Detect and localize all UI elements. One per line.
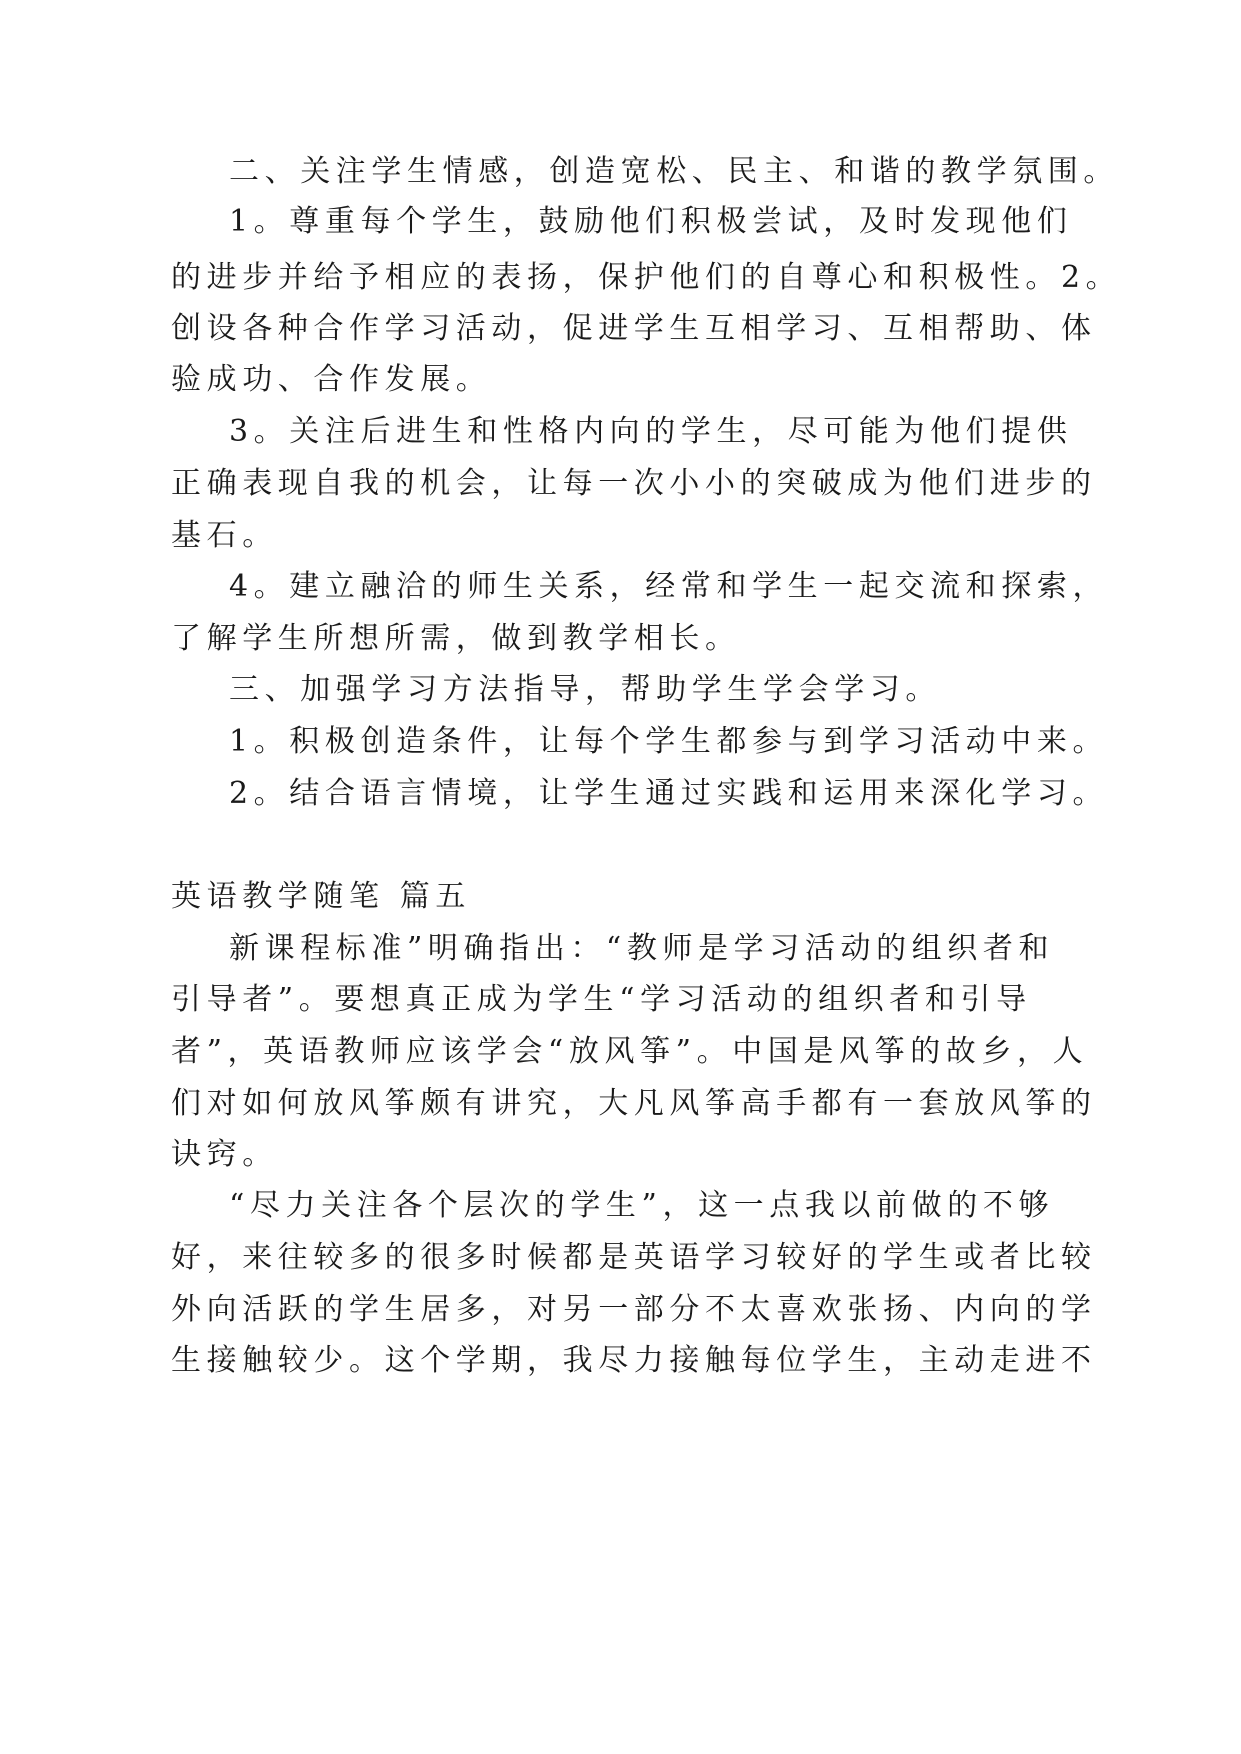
paragraph-line: 基石。 bbox=[171, 518, 278, 553]
paragraph-line: 1。积极创造条件，让每个学生都参与到学习活动中来。 bbox=[229, 724, 1109, 759]
paragraph-line: 2。结合语言情境，让学生通过实践和运用来深化学习。 bbox=[229, 776, 1109, 811]
paragraph-line: 了解学生所想所需，做到教学相长。 bbox=[171, 621, 741, 656]
paragraph-line: 4。建立融洽的师生关系，经常和学生一起交流和探索， bbox=[229, 569, 1109, 604]
section-heading: 二、关注学生情感，创造宽松、民主、和谐的教学氛围。 bbox=[229, 154, 1119, 189]
paragraph-line: “尽力关注各个层次的学生”，这一点我以前做的不够 bbox=[229, 1188, 1055, 1223]
paragraph-line: 的进步并给予相应的表扬，保护他们的自尊心和积极性。2。 bbox=[171, 260, 1122, 295]
section-heading: 三、加强学习方法指导，帮助学生学会学习。 bbox=[229, 672, 941, 707]
paragraph-line: 验成功、合作发展。 bbox=[171, 362, 492, 397]
paragraph-line: 诀窍。 bbox=[171, 1137, 278, 1172]
paragraph-line: 生接触较少。这个学期，我尽力接触每位学生，主动走进不 bbox=[171, 1343, 1097, 1378]
paragraph-line: 外向活跃的学生居多，对另一部分不太喜欢张扬、内向的学 bbox=[171, 1292, 1097, 1327]
paragraph-line: 新课程标准”明确指出：“教师是学习活动的组织者和 bbox=[229, 931, 1055, 966]
paragraph-line: 正确表现自我的机会，让每一次小小的突破成为他们进步的 bbox=[171, 466, 1097, 501]
paragraph-line: 者”，英语教师应该学会“放风筝”。中国是风筝的故乡，人 bbox=[171, 1034, 1089, 1069]
paragraph-line: 3。关注后进生和性格内向的学生，尽可能为他们提供 bbox=[229, 414, 1073, 449]
article-title: 英语教学随笔 篇五 bbox=[171, 879, 471, 914]
paragraph-line: 创设各种合作学习活动，促进学生互相学习、互相帮助、体 bbox=[171, 311, 1097, 346]
paragraph-line: 引导者”。要想真正成为学生“学习活动的组织者和引导 bbox=[171, 982, 1032, 1017]
paragraph-line: 好，来往较多的很多时候都是英语学习较好的学生或者比较 bbox=[171, 1240, 1097, 1275]
paragraph-line: 们对如何放风筝颇有讲究，大凡风筝高手都有一套放风筝的 bbox=[171, 1086, 1097, 1121]
paragraph-line: 1。尊重每个学生，鼓励他们积极尝试，及时发现他们 bbox=[229, 204, 1073, 239]
